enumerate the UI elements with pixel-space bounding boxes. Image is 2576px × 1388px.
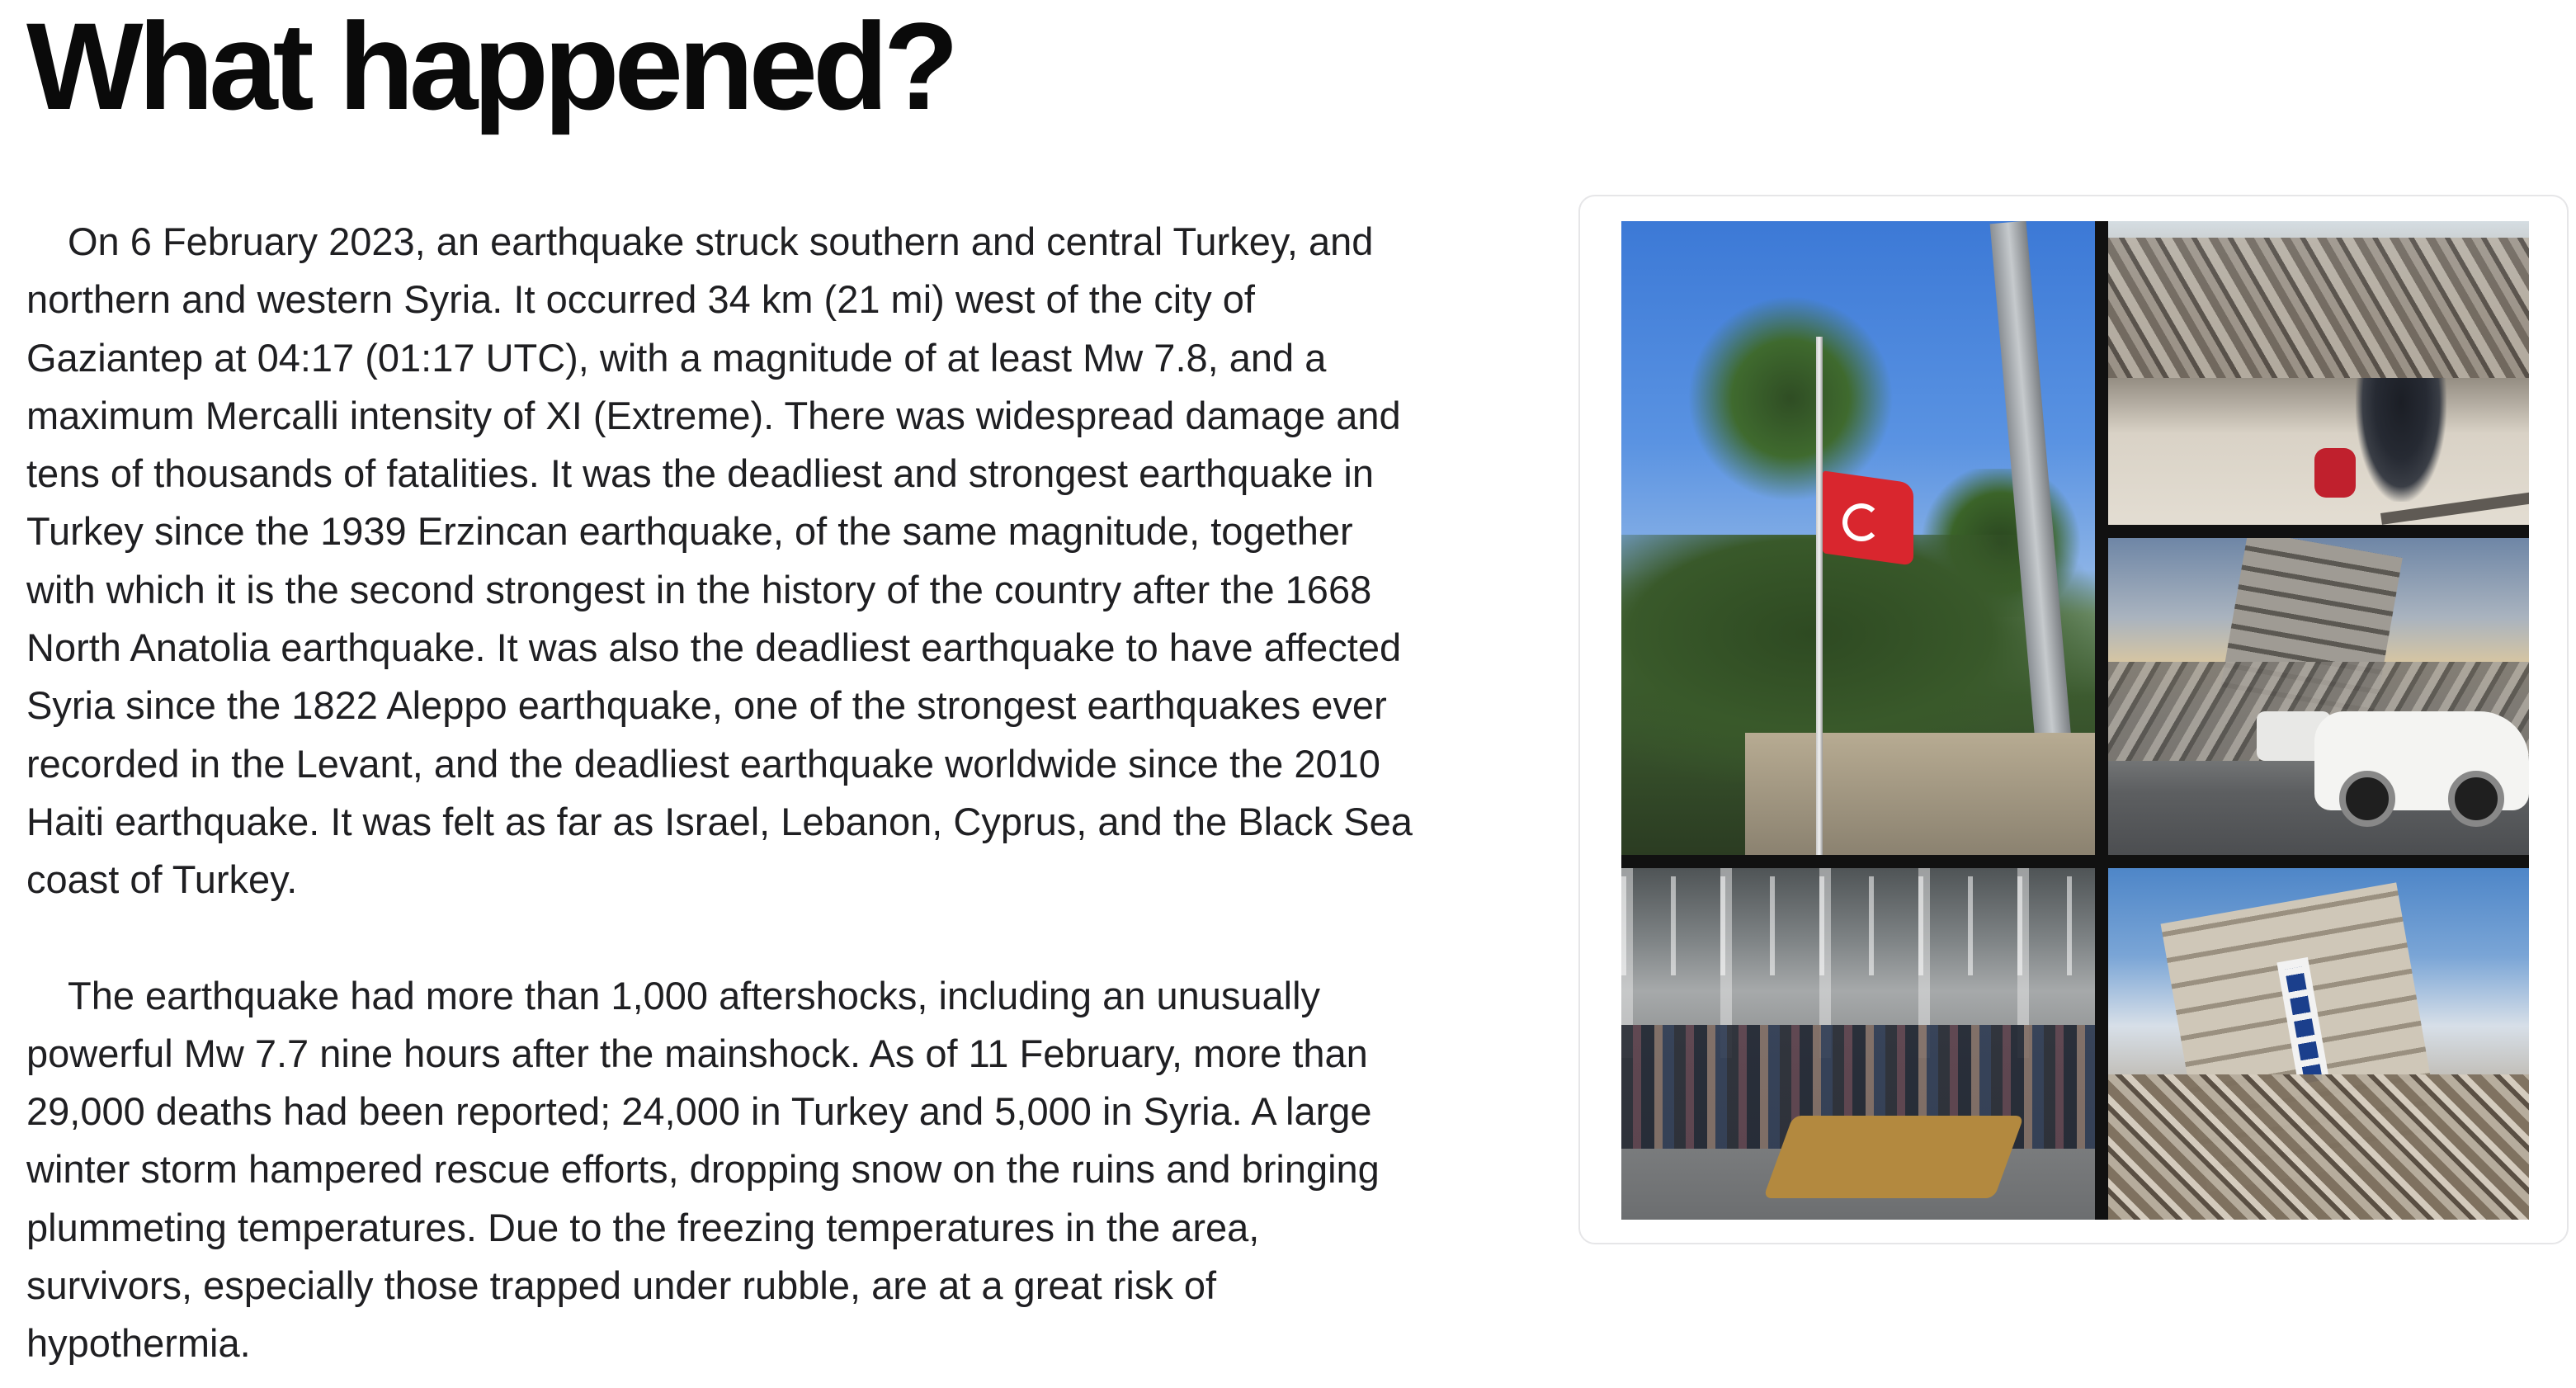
shelter-hall-photo xyxy=(1621,868,2095,1220)
article-paragraph: On 6 February 2023, an earthquake struck southern and central Turkey, and northern and western Syria. It occurred 34 km (21 mi) west of the city of Gaziantep at 04:17 (01:17 UTC), with a magnitude of at least Mw 7.8, and a maximum Mercalli intensity of XI (Extreme). There was widespread damage and tens of thousands of fatalities. It was the deadliest and strongest earthquake in Turkey since the 1939 Erzincan earthquake, of the same magnitude, together with which it is the second strongest in the history of the country after the 1668 North Anatolia earthquake. It was also the deadliest earthquake to have affected Syria since the 1822 Aleppo earthquake, one of the strongest earthquakes ever recorded in the Levant, and the deadliest earthquake worldwide since the 2010 Haiti earthquake. It was felt as far as Israel, Lebanon, Cyprus, and the Black Sea coast of Turkey. xyxy=(26,220,1413,902)
damaged-police-building-photo xyxy=(2108,868,2529,1220)
article-body xyxy=(26,213,1429,1388)
flag-palm-trees-photo xyxy=(1621,221,2095,855)
photo-collage-card xyxy=(1578,195,2569,1244)
collapsed-building-street-photo xyxy=(2108,538,2529,855)
article-paragraph: The earthquake had more than 1,000 aftershocks, including an unusually powerful Mw 7.7 nine hours after the mainshock. As of 11 February, more than 29,000 deaths had been reported; 24,000 in Turkey and 5,000 in Syria. A large winter storm hampered rescue efforts, dropping snow on the ruins and bringing plummeting temperatures. Due to the freezing temperatures in the area, survivors, especially those trapped under rubble, are at a great risk of hypothermia. xyxy=(26,973,1380,1366)
page-title: What happened? xyxy=(26,0,955,135)
rubble-person-sitting-photo xyxy=(2108,221,2529,525)
photo-collage xyxy=(1621,221,2529,1220)
